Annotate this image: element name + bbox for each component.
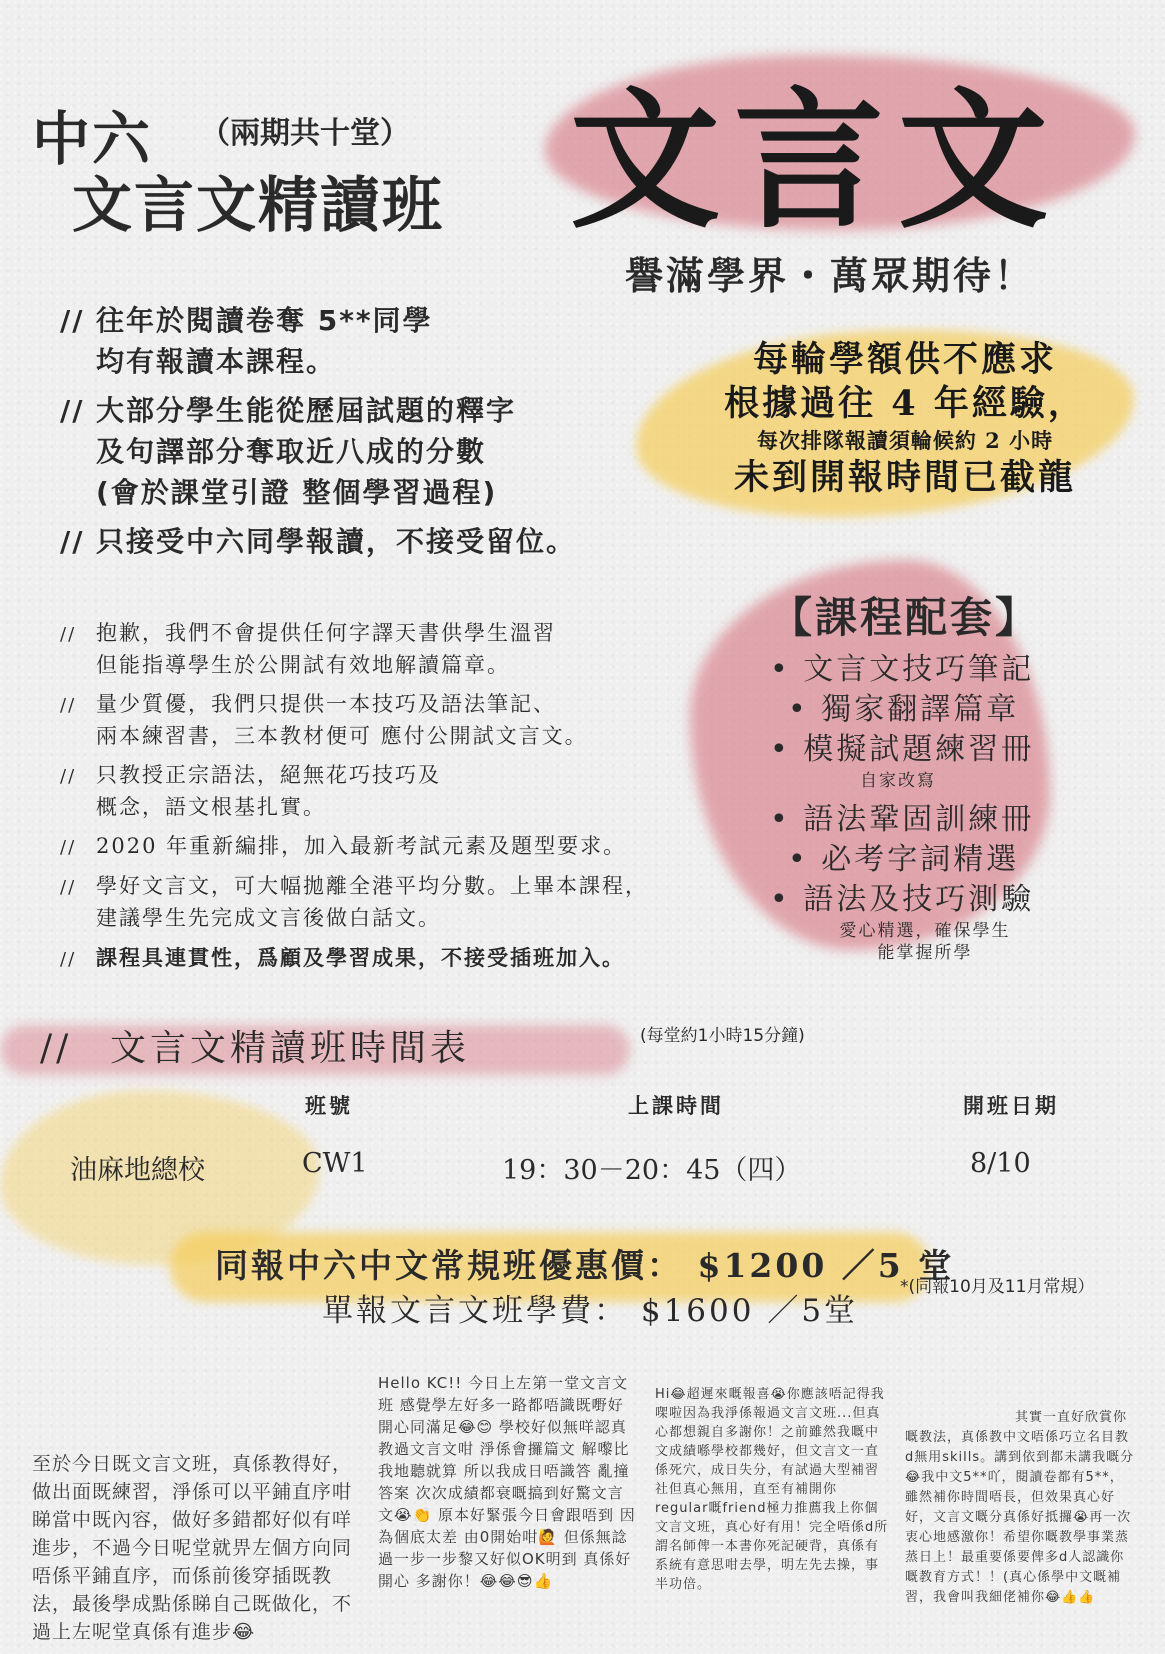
package-item-note: 自家改寫 xyxy=(860,771,936,791)
notice-item xyxy=(60,760,740,823)
testimonial-card: 其實一直好欣賞你嘅教法，真係教中文唔係巧立名目教d無用skills。講到依到都未講我嘅分😂我中文5**吖，閱讀卷都有5**，雖然補你時間唔長，但效果真心好好，文言文嘅分真係好抵攞😭再一次衷心地感激你！希望你嘅教學事業蒸蒸日上！最重要係要俾多d人認識你嘅教育方式！！(真心係學中文嘅補習，我會叫我細佬補你😂👍👍 xyxy=(905,1410,1135,1605)
schedule-start-date: 8/10 xyxy=(970,1148,1031,1179)
notice-mark: // xyxy=(60,624,77,645)
notice-line: 建議學生先完成文言後做白話文。 xyxy=(96,906,441,930)
notice-item xyxy=(60,831,740,863)
demand-line-3: 每次排隊報讀須輪候約 2 小時 xyxy=(756,428,1054,453)
package-item: • 模擬試題練習冊 xyxy=(770,732,1035,767)
demand-line-4: 未到開報時間已截龍 xyxy=(733,457,1076,498)
level-label: 中六 xyxy=(32,105,153,173)
notice-item xyxy=(60,618,740,681)
notice-item xyxy=(60,942,740,975)
testimonial-card: 至於今日既文言文班，真係教得好，做出面既練習，淨係可以平鋪直序咁睇當中既內容，做好多錯都好似有咩進步，不過今日呢堂就畀左個方向同唔係平鋪直序，而係前後穿插既教法，最後學成點係睇自己既做化，不過上左呢堂真係有進步😂 xyxy=(32,1453,353,1643)
package-item: • 獨家翻譯篇章 xyxy=(788,692,1020,727)
notice-list xyxy=(60,618,740,975)
schedule-title xyxy=(40,1020,470,1071)
notice-line: 概念，語文根基扎實。 xyxy=(96,795,326,819)
highlight-item xyxy=(60,300,660,382)
notice-item xyxy=(60,689,740,752)
highlight-item xyxy=(60,521,660,562)
package-item: • 語法及技巧測驗 xyxy=(770,882,1035,917)
notice-mark: // xyxy=(60,949,77,970)
highlight-line: 只接受中六同學報讀，不接受留位。 xyxy=(96,525,577,558)
highlight-line: 及句譯部分奪取近八成的分數 xyxy=(96,435,487,468)
package-list xyxy=(770,650,1100,964)
highlight-line: (會於課堂引證 整個學習過程) xyxy=(96,476,498,509)
demand-line-1: 每輪學額供不應求 xyxy=(752,339,1057,380)
sessions-label: （兩期共十堂） xyxy=(200,116,410,151)
highlight-line: 往年於閱讀卷奪 5**同學 xyxy=(96,304,433,337)
notice-mark: // xyxy=(60,837,77,858)
single-price: 單報文言文班學費： $1600 ／5堂 xyxy=(322,1293,859,1329)
notice-line: 兩本練習書，三本教材便可 應付公開試文言文。 xyxy=(96,724,588,748)
notice-line: 只教授正宗語法，絕無花巧技巧及 xyxy=(96,763,441,787)
combo-price: 同報中六中文常規班優惠價： $1200 ／5 堂 xyxy=(215,1246,955,1285)
testimonial-card: Hello KC!! 今日上左第一堂文言文班 感覺學左好多一路都唔識既嘢好開心同滿足😂😊 學校好似無咩認真教過文言文咁 淨係會攞篇文 解嚟比我地聽就算 所以我成日唔識答 亂撞答案 次次成績都衰嘅搞到好驚文言文😭👏 原本好緊張今日會跟唔到 因為個底太差 由0開始咁🙋 但係無諗過一步一步黎又好似OK明到 真係好開心 多謝你！😂😂😎👍 xyxy=(378,1374,636,1590)
notice-item xyxy=(60,871,740,934)
slogan: 譽滿學界・萬眾期待！ xyxy=(625,253,1036,298)
header-class-no: 班號 xyxy=(305,1093,353,1118)
highlight-list xyxy=(60,300,660,562)
notice-mark: // xyxy=(60,695,77,716)
highlight-item xyxy=(60,390,660,513)
schedule-title-text: 文言文精讀班時間表 xyxy=(110,1028,471,1069)
notice-line: 抱歉，我們不會提供任何字譯天書供學生溫習 xyxy=(96,621,556,645)
header-start-date: 開班日期 xyxy=(963,1093,1059,1118)
package-item: • 必考字詞精選 xyxy=(788,842,1020,877)
notice-line: 學好文言文，可大幅拋離全港平均分數。上畢本課程， xyxy=(96,874,648,898)
demand-box xyxy=(680,338,1130,500)
package-item-note: 愛心精選，確保學生 能掌握所學 xyxy=(839,921,1011,963)
notice-line: 但能指導學生於公開試有效地解讀篇章。 xyxy=(96,653,510,677)
course-name: 文言文精讀班 xyxy=(72,171,444,241)
notice-mark: // xyxy=(60,766,77,787)
schedule-class-no: CW1 xyxy=(302,1148,368,1179)
schedule-branch: 油麻地總校 xyxy=(70,1155,205,1186)
header-time: 上課時間 xyxy=(628,1093,724,1118)
package-item: • 文言文技巧筆記 xyxy=(770,652,1035,687)
notice-line: 課程具連貫性，爲顧及學習成果，不接受插班加入。 xyxy=(96,945,625,970)
big-title: 文言文 xyxy=(570,73,1063,249)
notice-mark: // xyxy=(60,877,77,898)
highlight-line: 大部分學生能從歷屆試題的釋字 xyxy=(96,394,517,427)
testimonial-card: Hi😂超遲來嘅報喜😭你應該唔記得我㗎啦因為我淨係報過文言文班...但真心都想親自多謝你！之前雖然我嘅中文成績喺學校都幾好，但文言文一直係死穴，成日失分，有試過大型補習社但真心無用，直至有補開你regular嘅friend極力推薦我上你個文言文班，真心好有用！完全唔係d所謂名師俾一本書你死記硬背，真係有系統有意思咁去學，明左先去操，事半功倍。 xyxy=(655,1387,889,1592)
schedule-mark: // xyxy=(40,1028,73,1069)
highlight-mark: // xyxy=(60,394,85,427)
schedule-note: (每堂約1小時15分鐘) xyxy=(640,1026,805,1046)
demand-line-2: 根據過往 4 年經驗， xyxy=(724,383,1086,424)
highlight-mark: // xyxy=(60,525,85,558)
package-title: 【課程配套】 xyxy=(770,593,1041,642)
package-item: • 語法鞏固訓練冊 xyxy=(770,802,1035,837)
schedule-time: 19：30－20：45（四） xyxy=(502,1155,802,1186)
notice-line: 量少質優，我們只提供一本技巧及語法筆記、 xyxy=(96,692,556,716)
highlight-line: 均有報讀本課程。 xyxy=(96,345,337,378)
highlight-mark: // xyxy=(60,304,85,337)
notice-line: 2020 年重新編排，加入最新考試元素及題型要求。 xyxy=(96,834,627,858)
combo-price-note: *(同報10月及11月常規） xyxy=(900,1277,1095,1297)
